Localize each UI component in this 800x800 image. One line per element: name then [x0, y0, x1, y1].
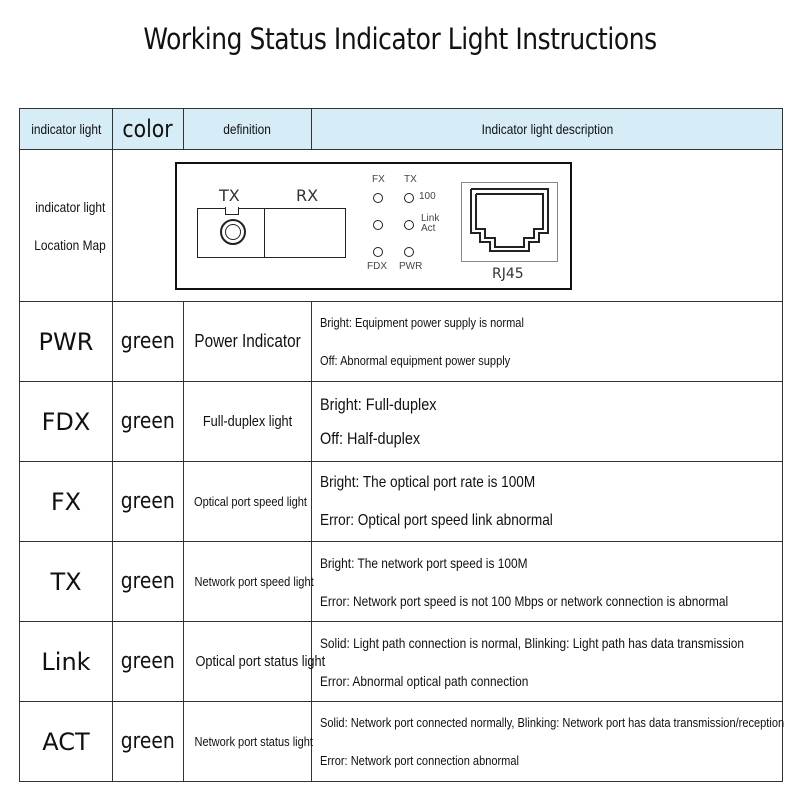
- rx-port-label: RX: [296, 185, 319, 205]
- fiber-core-icon: [225, 224, 241, 240]
- fdx-led-icon: [373, 220, 383, 230]
- indicator-color: green: [113, 622, 184, 702]
- header-indicator-light: indicator light: [20, 109, 113, 150]
- page-title: Working Status Indicator Light Instructions: [143, 22, 657, 56]
- description-line: Error: Network port speed is not 100 Mbps or network connection is abnormal: [320, 592, 729, 609]
- rj45-port: [461, 182, 558, 262]
- pwr-led-icon: [404, 247, 414, 257]
- indicator-definition: Power Indicator: [184, 302, 312, 382]
- link-led-icon: [404, 220, 414, 230]
- indicator-description: [312, 302, 783, 382]
- indicator-color: green: [113, 542, 184, 622]
- indicator-color: green: [113, 462, 184, 542]
- description-line: Error: Network port connection abnormal: [320, 752, 519, 768]
- location-map-label-line2: Location Map: [34, 236, 106, 253]
- indicator-name: FX: [20, 462, 113, 542]
- location-map-label-line1: indicator light: [34, 198, 106, 215]
- indicator-description: [312, 622, 783, 702]
- indicator-name: PWR: [20, 302, 113, 382]
- fdx-led-label: FDX: [367, 260, 387, 272]
- rj45-port-icon: [462, 183, 557, 261]
- indicator-name: ACT: [20, 702, 113, 782]
- indicator-description: [312, 542, 783, 622]
- indicator-color: green: [113, 702, 184, 782]
- indicator-definition: Optical port status light: [184, 622, 312, 702]
- description-line: Bright: The network port speed is 100M: [320, 554, 528, 571]
- indicator-table: [19, 108, 783, 782]
- description-line: Error: Abnormal optical path connection: [320, 672, 529, 689]
- description-line: Off: Half-duplex: [320, 428, 421, 448]
- table-row-pwr: [20, 302, 783, 382]
- indicator-description: [312, 702, 783, 782]
- location-map-row: [20, 150, 783, 302]
- description-line: Bright: The optical port rate is 100M: [320, 473, 536, 491]
- description-line: Solid: Light path connection is normal, Blinking: Light path has data transmission: [320, 634, 745, 651]
- header-color: color: [113, 109, 184, 150]
- location-map-cell: [113, 150, 783, 302]
- speed-100-label: 100: [419, 190, 436, 202]
- fiber-port: [197, 208, 346, 258]
- indicator-definition: Network port speed light: [184, 542, 312, 622]
- fx-led-icon: [373, 193, 383, 203]
- indicator-definition: Optical port speed light: [184, 462, 312, 542]
- pwr-led-label: PWR: [399, 260, 423, 272]
- indicator-definition: Network port status light: [184, 702, 312, 782]
- indicator-description: [312, 382, 783, 462]
- description-line: Bright: Full-duplex: [320, 394, 437, 414]
- act-led-label: Act: [421, 222, 436, 234]
- tx-led-icon: [404, 193, 414, 203]
- indicator-name: TX: [20, 542, 113, 622]
- table-header-row: [20, 109, 783, 150]
- location-map-label: [20, 150, 113, 302]
- table-row-act: [20, 702, 783, 782]
- table-row-fdx: [20, 382, 783, 462]
- indicator-definition: Full-duplex light: [184, 382, 312, 462]
- description-line: Error: Optical port speed link abnormal: [320, 511, 553, 529]
- description-line: Bright: Equipment power supply is normal: [320, 314, 524, 330]
- header-description: Indicator light description: [312, 109, 783, 150]
- table-row-fx: [20, 462, 783, 542]
- header-definition: definition: [184, 109, 312, 150]
- indicator-name: FDX: [20, 382, 113, 462]
- tx-led-label: TX: [404, 173, 417, 185]
- indicator-color: green: [113, 382, 184, 462]
- description-line: Off: Abnormal equipment power supply: [320, 352, 511, 368]
- indicator-description: [312, 462, 783, 542]
- link-led-label: Link: [421, 212, 440, 224]
- tx-port-label: TX: [219, 185, 240, 205]
- table-row-tx: [20, 542, 783, 622]
- indicator-name: Link: [20, 622, 113, 702]
- table-row-link: [20, 622, 783, 702]
- fdx-bottom-led-icon: [373, 247, 383, 257]
- description-line: Solid: Network port connected normally, Blinking: Network port has data transmission/reception: [320, 714, 785, 730]
- device-panel-diagram: [175, 162, 572, 290]
- fx-led-label: FX: [372, 173, 385, 185]
- indicator-color: green: [113, 302, 184, 382]
- rj45-label: RJ45: [492, 265, 524, 282]
